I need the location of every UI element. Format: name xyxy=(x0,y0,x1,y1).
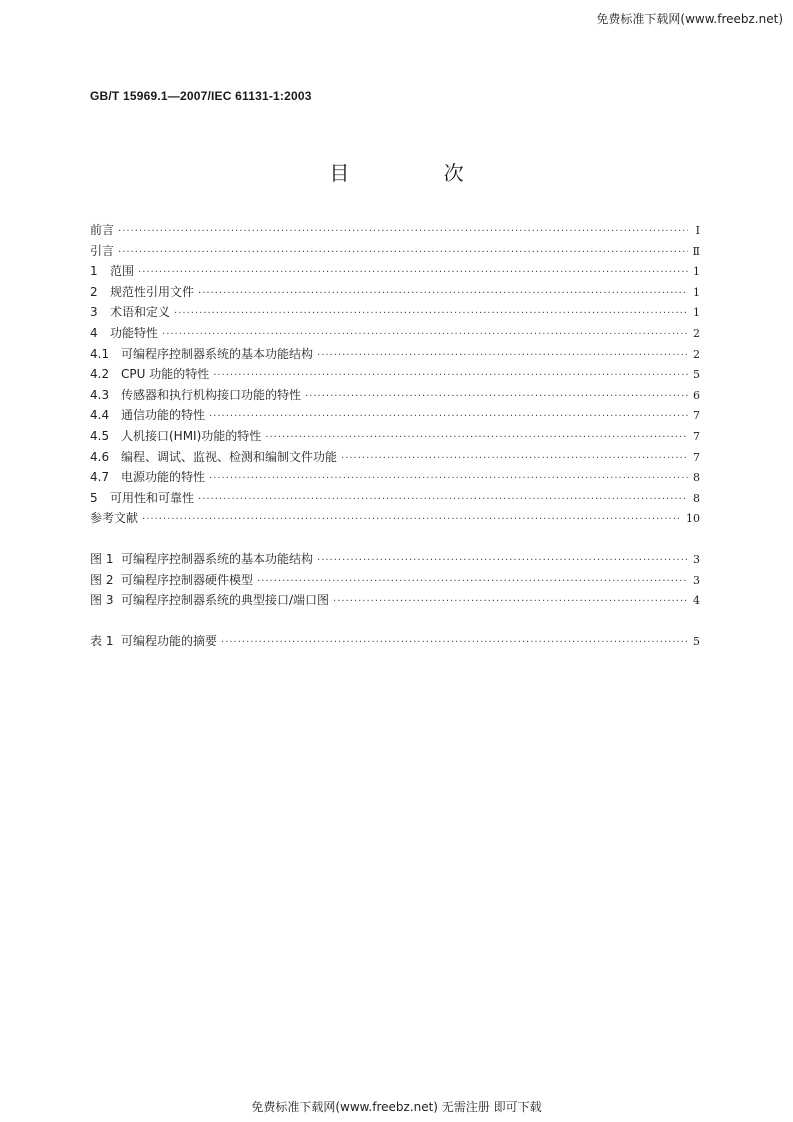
toc-entry[interactable] xyxy=(90,261,700,282)
toc-label: 功能特性 xyxy=(110,325,159,340)
table-page: 5 xyxy=(693,634,700,648)
toc-page: I xyxy=(695,224,700,237)
toc-page: 8 xyxy=(693,491,700,505)
leader-dots xyxy=(305,387,688,408)
toc-number: 4.6 xyxy=(90,449,110,464)
toc-label: 传感器和执行机构接口功能的特性 xyxy=(121,387,302,402)
table-entry[interactable] xyxy=(90,631,700,652)
leader-dots xyxy=(174,304,688,325)
toc-number: 4.2 xyxy=(90,367,110,382)
leader-dots xyxy=(198,284,688,305)
standard-code: GB/T 15969.1—2007/IEC 61131-1:2003 xyxy=(90,89,312,103)
toc-entry[interactable] xyxy=(90,426,700,447)
toc-number: 1 xyxy=(90,264,98,279)
leader-dots xyxy=(213,366,688,387)
toc-entry[interactable] xyxy=(90,220,700,241)
leader-dots xyxy=(265,428,688,449)
toc-page: 6 xyxy=(693,388,700,402)
table-of-contents xyxy=(90,220,700,651)
figure-label: 可编程序控制器硬件模型 xyxy=(121,572,254,587)
toc-page: 7 xyxy=(693,450,700,464)
leader-dots xyxy=(118,243,688,264)
toc-entry[interactable] xyxy=(90,447,700,468)
figure-page: 3 xyxy=(693,573,700,587)
toc-entry[interactable] xyxy=(90,241,700,262)
table-number: 表 1 xyxy=(90,633,114,648)
toc-number: 4 xyxy=(90,325,98,340)
leader-dots xyxy=(162,325,688,346)
section-gap xyxy=(90,529,700,549)
toc-entry[interactable] xyxy=(90,282,700,303)
table-label: 可编程功能的摘要 xyxy=(121,633,218,648)
toc-label: 可用性和可靠性 xyxy=(110,490,195,505)
figure-page: 3 xyxy=(693,552,700,566)
watermark-top: 免费标准下载网(www.freebz.net) xyxy=(596,12,783,26)
leader-dots xyxy=(317,551,688,572)
toc-entry[interactable] xyxy=(90,508,700,529)
toc-number: 5 xyxy=(90,490,98,505)
leader-dots xyxy=(257,572,688,593)
toc-page: 5 xyxy=(693,368,700,382)
toc-page: 1 xyxy=(693,265,700,279)
leader-dots xyxy=(142,510,682,531)
toc-label: 人机接口(HMI)功能的特性 xyxy=(121,428,262,443)
toc-label: CPU 功能的特性 xyxy=(121,367,210,382)
page-title: 目 次 xyxy=(329,161,508,185)
toc-number: 4.3 xyxy=(90,387,110,402)
toc-entry[interactable] xyxy=(90,488,700,509)
toc-number: 4.4 xyxy=(90,408,110,423)
toc-label: 术语和定义 xyxy=(110,305,171,320)
toc-entry[interactable] xyxy=(90,364,700,385)
figure-label: 可编程序控制器系统的典型接口/端口图 xyxy=(121,593,330,608)
figure-entry[interactable] xyxy=(90,590,700,611)
toc-label: 前言 xyxy=(90,223,115,237)
toc-label: 通信功能的特性 xyxy=(121,408,206,423)
toc-page: 2 xyxy=(693,326,700,340)
toc-page: 7 xyxy=(693,409,700,423)
leader-dots xyxy=(221,633,688,654)
toc-entry[interactable] xyxy=(90,405,700,426)
leader-dots xyxy=(317,346,688,367)
figure-label: 可编程序控制器系统的基本功能结构 xyxy=(121,551,314,566)
figure-number: 图 3 xyxy=(90,593,114,608)
toc-number: 3 xyxy=(90,305,98,320)
figure-number: 图 1 xyxy=(90,551,114,566)
toc-number: 4.5 xyxy=(90,428,110,443)
watermark-bottom: 免费标准下载网(www.freebz.net) 无需注册 即可下载 xyxy=(251,1100,542,1114)
toc-entry[interactable] xyxy=(90,467,700,488)
toc-entry[interactable] xyxy=(90,385,700,406)
leader-dots xyxy=(333,592,688,613)
toc-page: 8 xyxy=(693,471,700,485)
toc-label: 编程、调试、监视、检测和编制文件功能 xyxy=(121,449,338,464)
figure-entry[interactable] xyxy=(90,549,700,570)
toc-label: 参考文献 xyxy=(90,511,139,526)
leader-dots xyxy=(209,407,688,428)
figure-page: 4 xyxy=(693,594,700,608)
toc-number: 4.1 xyxy=(90,346,110,361)
toc-label: 规范性引用文件 xyxy=(110,284,195,299)
toc-page: 1 xyxy=(693,306,700,320)
toc-page: 10 xyxy=(686,512,700,526)
leader-dots xyxy=(198,490,688,511)
leader-dots xyxy=(209,469,688,490)
leader-dots xyxy=(341,449,688,470)
toc-page: 2 xyxy=(693,347,700,361)
toc-number: 4.7 xyxy=(90,470,110,485)
toc-page: 1 xyxy=(693,285,700,299)
toc-entry[interactable] xyxy=(90,302,700,323)
toc-page: 7 xyxy=(693,429,700,443)
toc-entry[interactable] xyxy=(90,344,700,365)
toc-label: 引言 xyxy=(90,243,115,258)
toc-number: 2 xyxy=(90,284,98,299)
section-gap xyxy=(90,611,700,631)
toc-label: 可编程序控制器系统的基本功能结构 xyxy=(121,346,314,361)
leader-dots xyxy=(138,263,688,284)
figure-entry[interactable] xyxy=(90,570,700,591)
toc-page: Ⅱ xyxy=(692,244,700,258)
toc-entry[interactable] xyxy=(90,323,700,344)
leader-dots xyxy=(118,222,688,243)
figure-number: 图 2 xyxy=(90,572,114,587)
toc-label: 范围 xyxy=(110,264,135,279)
toc-label: 电源功能的特性 xyxy=(121,470,206,485)
